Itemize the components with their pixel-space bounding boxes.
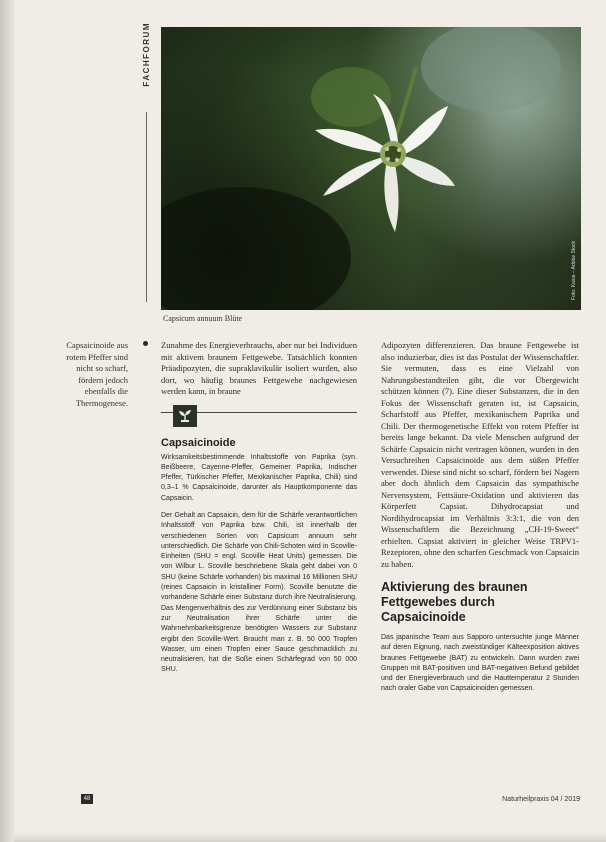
info-box-rule [161,412,357,413]
info-box-title: Capsaicinoide [161,436,236,449]
column-left [161,340,357,676]
sidebar-note: Capsaicinoide aus rotem Pfeffer sind nicht so scharf, fördern jedoch ebenfalls die Thermogenese. [66,340,128,408]
section-label: FACHFORUM [142,22,151,87]
page-number: 48 [81,794,93,804]
body-paragraph-2: Das japanische Team aus Sapporo untersuchte junge Männer auf deren Eignung, nach zweistündiger Kälteexposition aktives braunes Fettgewebe (BAT) zu entwickeln. Dann wurden zwei Gruppen mit BAT-positiven und BAT-negativen Befund gebildet und der Energieverbrauch und die Hauttemperatur 2 Stunden nach oraler Gabe von Capsaicinoiden gemessen. [381,634,579,693]
flower-illustration [161,27,581,310]
page-binding-shadow [0,0,14,842]
photo-credit: Foto: Kasia – Adobe Stock [571,241,577,300]
info-box-paragraph-1: Wirksamkeitsbestimmende Inhaltsstoffe von Paprika (syn. Beißbeere, Cayenne-Pfeffer, Gemeiner Paprika, Indischer Pfeffer, Türkischer Pfeffer, Mexikanischer Paprika, Chili) sind 0,3–1 % Capsaicinoide, darunter als Hauptkomponente das Capsaicin. [161,453,357,502]
body-paragraph-1: Adipozyten differenzieren. Das braune Fettgewebe ist also induzierbar, dies ist das Postulat der Wissenschaftler. Sie vermuten, dass es eine Vielzahl von Nahrungsbestandteilen gibt, die vor Übergewicht schützen können (7). Eine dieser Substanzen, die in den Fokus der Wissenschaft geraten ist, ist Capsaicin, Scharfstoff aus Pfeffer, mexikanischem Paprika und Chili. Der thermogenetische Effekt von rotem Pfeffer ist bereits lange bekannt. Da viele Menschen aufgrund der Schärfe Capsaicin nicht vertragen können, wurden in den Versuchreihen Capsaicinoide aus dem süßen Pfeffer verwendet. Diese sind nicht so scharf, fördern bei Nagern aber doch ähnlich dem Capsaicin das sympathische Nervensystem, Fettsäure-Oxidation und aktivieren das Körperfett Capsiat. Dihydrocapsiat und Nordihydrocapsiat im Verhältnis 3:3:1, die von den Wissenschaftlern die Bezeichnung „CH-19-Sweet“ erhielten. Capsiat aktiviert in gleicher Weise TRPV1-Rezeptoren, ohne den scharfen Geschmack von Capsaicin zu haben. [381,340,579,569]
column-right [381,340,579,695]
info-box-paragraph-2: Der Gehalt an Capsaicin, dem für die Schärfe verantwortlichen Inhaltsstoff von Paprika bzw. Chili, ist innerhalb der verschiedenen Sorten von Capsicum annuum sehr unterschiedlich. Die Schärfe von Chili-Schoten wird in Scoville-Einheiten (SHU = engl. Scoville Heat Units) gemessen. Die von Wilbur L. Scoville beschriebene Skala geht dabei von 0 SHU (keine Schärfe vorhanden) bis maximal 16 Millionen SHU (reines Capsaicin in kristalliner Form). Scoville benutzte die vorhandene Schärfe einer Substanz durch ihre Neutralisierung. Das Mengenverhältnis des zur Verdünnung einer Substanz bis zur Neutralisation ihrer Schärfe unter die Wahrnehmbarkeitsgrenze benötigten Wassers zur Substanz ergibt den Scoville-Wert. Braucht man z. B. 50 000 Tropfen Wasser, um einen Tropfen einer Sauce geschmacklich zu neutralisieren, hat die Soße einen Schärfegrad von 50 000 SHU. [161,511,357,674]
chili-blossom-photo [161,27,581,310]
page-bottom-shadow [14,832,606,842]
magazine-footer: Naturheilpraxis 04 / 2019 [502,796,580,803]
leaf-icon [177,408,193,424]
bullet-dot [143,341,148,346]
section-heading: Aktivierung des braunen Fettgewebes durch Capsaicinoide [381,580,528,624]
intro-paragraph: Zunahme des Energieverbrauchs, aber nur bei Individuen mit aktivem braunem Fettgewebe. Tatsächlich konnten Präadipozyten, die supraklavikulär isoliert wurden, also dort, wo häufig braunes Fettgewebe nachgewiesen werden kann, in braune [161,340,357,396]
info-box-icon [173,405,197,427]
photo-caption: Capsicum annuum Blüte [163,314,243,323]
section-divider [146,112,147,302]
